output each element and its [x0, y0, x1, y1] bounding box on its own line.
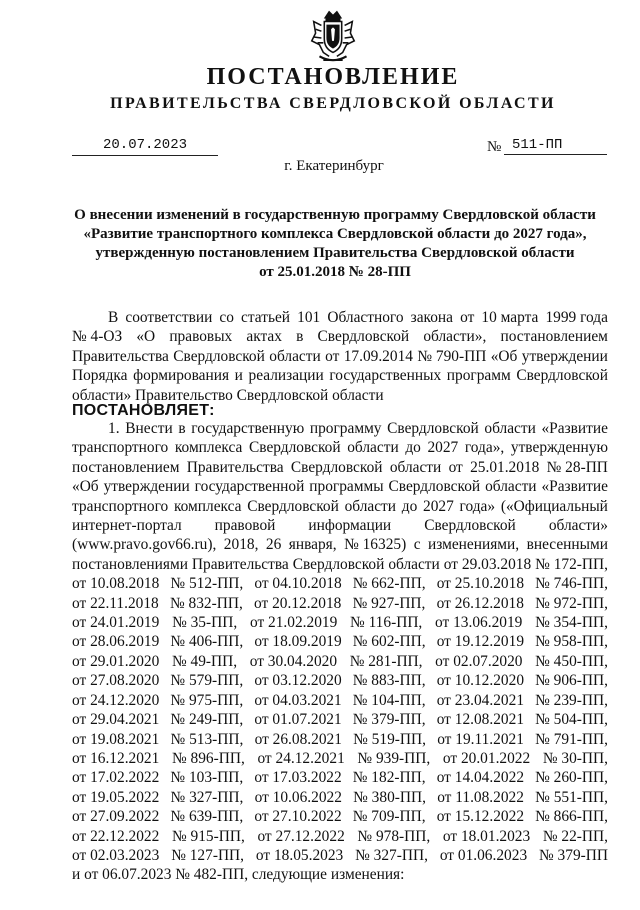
text-word: от 20.01.2022 — [442, 749, 531, 767]
text-word: в — [178, 420, 186, 437]
text-word: от 21.02.2019 — [249, 614, 338, 632]
text-line — [72, 613, 608, 632]
text-word: закона — [410, 309, 453, 326]
text-line — [72, 594, 608, 613]
text-word: № 927-ПП, — [352, 594, 426, 612]
text-word: «Развитие — [541, 420, 608, 437]
text-word: Внести — [125, 420, 173, 437]
text-word: с — [413, 536, 421, 554]
text-word: № 281-ПП, — [349, 652, 423, 670]
text-word: от — [448, 458, 463, 476]
text-word: от 16.12.2021 — [72, 749, 160, 767]
text-line — [72, 768, 608, 787]
text-word: 2027 — [423, 497, 454, 515]
text-word: от 02.07.2020 — [435, 652, 523, 670]
text-word: № 260-ПП, — [535, 769, 608, 787]
text-word: № 172-ПП, — [535, 555, 608, 573]
text-word: правовой — [214, 517, 276, 535]
text-word: государственных — [329, 367, 442, 385]
text-word: «О — [136, 328, 156, 346]
text-word: № 327-ПП, — [170, 788, 244, 806]
text-word: Свердловской — [388, 478, 481, 496]
text-word: № 602-ПП, — [352, 633, 426, 651]
text-word: «Об — [490, 347, 518, 365]
text-word: от 27.08.2020 — [72, 672, 160, 690]
text-word: № 16325) — [344, 536, 407, 554]
text-line — [72, 865, 608, 884]
text-word: транспортного — [72, 497, 169, 515]
text-word: № 406-ПП, — [170, 633, 244, 651]
text-word: от 13.06.2019 — [435, 614, 523, 632]
text-word: № 127-ПП, — [171, 846, 245, 864]
text-word: области — [484, 420, 536, 437]
text-word: от 27.10.2022 — [254, 808, 342, 826]
heading-line: утвержденную постановлением Правительства Свердловской области — [95, 245, 575, 261]
text-word: от 22.11.2018 — [72, 594, 159, 612]
text-word: статьей — [241, 309, 291, 326]
text-word: и — [234, 367, 243, 385]
text-word: от 28.06.2019 — [72, 633, 160, 651]
text-word: постановлениями — [72, 555, 188, 573]
number-label: № — [487, 139, 502, 155]
text-word: Свердловской — [292, 555, 385, 573]
text-word: от 19.12.2019 — [436, 633, 525, 651]
text-word: года» — [459, 497, 496, 515]
text-line — [72, 497, 608, 516]
text-word: № 512-ПП, — [170, 575, 244, 593]
text-word: № 380-ПП, — [353, 788, 426, 806]
text-word: от 11.08.2022 — [437, 788, 524, 806]
text-word: от 17.02.2022 — [72, 769, 160, 787]
text-line — [72, 419, 608, 438]
text-word: от 04.10.2018 — [254, 575, 342, 593]
text-word: Областного — [327, 309, 404, 326]
text-word: № 28-ПП — [546, 458, 608, 476]
text-word: от 19.05.2022 — [72, 788, 160, 806]
heading-line: от 25.01.2018 № 28-ПП — [259, 264, 411, 280]
text-line — [72, 438, 608, 457]
text-word: (www.pravo.gov66.ru), — [72, 536, 217, 554]
text-word: от 14.04.2022 — [436, 769, 525, 787]
text-word: информации — [308, 517, 392, 535]
text-line — [72, 827, 608, 846]
text-word: формирования — [133, 367, 230, 385]
text-word: 1999 года — [545, 309, 608, 326]
text-word: от 26.12.2018 — [436, 594, 524, 612]
text-word: правовых — [169, 328, 233, 346]
text-line — [72, 710, 608, 729]
text-word: № 662-ПП, — [352, 575, 426, 593]
text-word: января, — [288, 536, 337, 554]
text-word: от 22.12.2022 — [72, 827, 160, 845]
text-line — [72, 308, 608, 327]
text-word: № 551-ПП, — [535, 788, 608, 806]
text-line — [72, 366, 608, 385]
text-word: Свердловской — [424, 517, 516, 535]
preamble-paragraph — [72, 308, 608, 405]
text-word: от 18.09.2019 — [254, 633, 342, 651]
text-word: от 27.12.2022 — [257, 827, 345, 845]
text-word: от 30.04.2020 — [249, 652, 338, 670]
text-line — [72, 807, 608, 826]
text-word: от 24.12.2020 — [72, 691, 160, 709]
text-word: области — [388, 555, 440, 573]
text-line — [72, 516, 608, 535]
text-word: от 02.03.2023 — [72, 846, 160, 864]
text-word: № 579-ПП, — [170, 672, 244, 690]
document-heading — [60, 206, 610, 282]
text-word: № 746-ПП, — [535, 575, 608, 593]
text-word: утверждении — [521, 347, 608, 365]
text-word: до — [405, 439, 421, 457]
text-word: постановлением — [72, 458, 180, 476]
text-line — [72, 535, 608, 554]
text-word: «Об — [72, 478, 99, 496]
text-word: № 906-ПП, — [535, 672, 608, 690]
text-word: 101 — [297, 309, 321, 326]
text-line — [72, 730, 608, 749]
text-word: № 791-ПП, — [535, 730, 608, 748]
text-word: внесенными — [526, 536, 608, 554]
text-word: Свердловской — [247, 497, 339, 515]
text-line — [72, 749, 608, 768]
text-word: № 896-ПП, — [171, 749, 245, 767]
text-word: от 17.03.2022 — [254, 769, 342, 787]
text-word: № 116-ПП, — [350, 614, 423, 632]
text-word: государственной — [194, 478, 305, 496]
text-word: № 239-ПП, — [535, 691, 608, 709]
text-word: года», — [464, 439, 505, 457]
text-word: интернет-портал — [72, 517, 182, 535]
text-word: от 19.08.2021 — [72, 730, 160, 748]
text-word: от 25.10.2018 — [436, 575, 525, 593]
text-word: № 30-ПП, — [542, 749, 608, 767]
text-word: и от 06.07.2023 № 482-ПП, следующие изменения: — [72, 866, 405, 884]
text-line — [72, 574, 608, 593]
text-word: от 04.03.2021 — [254, 691, 342, 709]
text-word: области — [389, 458, 442, 476]
text-word: со — [219, 309, 234, 326]
text-word: изменениями, — [428, 536, 520, 554]
text-word: № 249-ПП, — [170, 711, 244, 729]
text-word: области — [344, 497, 397, 515]
text-word: № 915-ПП, — [171, 827, 245, 845]
text-word: Свердловской — [317, 328, 410, 346]
text-word: № 4-ОЗ — [72, 328, 123, 346]
heading-line: «Развитие транспортного комплекса Свердловской области до 2027 года», — [83, 226, 587, 242]
text-line — [72, 671, 608, 690]
text-word: Правительства — [191, 555, 289, 573]
text-word: 17.09.2014 — [343, 347, 413, 365]
text-word: до — [401, 497, 418, 515]
coat-of-arms-icon — [304, 8, 362, 66]
text-word: от 10.12.2020 — [436, 672, 525, 690]
text-word: от 12.08.2021 — [436, 711, 525, 729]
text-word: № 379-ПП, — [352, 711, 426, 729]
text-word: Свердловской — [516, 367, 608, 385]
text-word: В — [108, 309, 119, 326]
text-word: от 29.01.2020 — [72, 652, 160, 670]
text-word: от 26.08.2021 — [254, 730, 342, 748]
text-word: № 327-ПП, — [355, 846, 428, 864]
text-word: № 513-ПП, — [170, 730, 244, 748]
text-line — [72, 477, 608, 496]
text-word: области — [269, 347, 321, 365]
text-word: комплекса — [174, 439, 243, 457]
text-word: Порядка — [72, 367, 128, 385]
text-word: от 15.12.2022 — [436, 808, 525, 826]
text-word: от 27.09.2022 — [72, 808, 160, 826]
text-word: от 24.01.2019 — [72, 614, 160, 632]
text-word: транспортного — [72, 439, 169, 457]
text-word: от 03.12.2020 — [254, 672, 342, 690]
text-word: области — [347, 439, 399, 457]
heading-line: О внесении изменений в государственную программу Свердловской области — [74, 207, 596, 223]
text-word: № 49-ПП, — [171, 652, 238, 670]
text-word: в — [296, 328, 304, 346]
text-word: № 883-ПП, — [352, 672, 426, 690]
text-word: № 504-ПП, — [535, 711, 608, 729]
text-line — [72, 555, 608, 574]
text-word: от 01.07.2021 — [254, 711, 342, 729]
text-word: № 639-ПП, — [170, 808, 244, 826]
text-word: программы — [309, 478, 384, 496]
text-line — [72, 846, 608, 865]
text-word: от 23.04.2021 — [436, 691, 525, 709]
text-word: № 978-ПП, — [357, 827, 431, 845]
text-word: № 379-ПП — [539, 846, 608, 864]
text-word: Свердловской — [249, 439, 341, 457]
text-word: от 18.01.2023 — [442, 827, 531, 845]
text-word: области» — [548, 517, 608, 535]
text-word: № 354-ПП, — [535, 614, 608, 632]
text-word: от 29.04.2021 — [72, 711, 160, 729]
text-word: № 866-ПП, — [535, 808, 608, 826]
text-word: области», — [423, 328, 487, 346]
text-word: области» Правительство Свердловской области — [72, 386, 384, 404]
text-word: «Развитие — [541, 478, 608, 496]
text-line — [72, 788, 608, 807]
text-word: Свердловской — [290, 458, 383, 476]
text-word: от — [460, 309, 475, 326]
text-word: государственную — [191, 420, 305, 437]
text-word: № 519-ПП, — [353, 730, 426, 748]
text-word: № 35-ПП, — [172, 614, 238, 632]
text-word: от — [443, 555, 458, 573]
text-word: Свердловской — [173, 347, 265, 365]
text-word: № 939-ПП, — [357, 749, 431, 767]
text-word: Свердловской — [387, 420, 479, 437]
document-date: 20.07.2023 — [72, 136, 218, 156]
text-line — [72, 632, 608, 651]
text-word: № 104-ПП, — [352, 691, 426, 709]
text-line — [72, 652, 608, 671]
text-word: 25.01.2018 — [470, 458, 540, 476]
text-word: № 958-ПП, — [535, 633, 608, 651]
text-line — [72, 327, 608, 346]
text-word: № 709-ПП, — [352, 808, 426, 826]
text-line — [72, 347, 608, 366]
text-word: № 103-ПП, — [170, 769, 244, 787]
document-subtitle: ПРАВИТЕЛЬСТВА СВЕРДЛОВСКОЙ ОБЛАСТИ — [110, 95, 556, 112]
resolves-heading: ПОСТАНОВЛЯЕТ: — [72, 402, 215, 419]
city: г. Екатеринбург — [284, 158, 384, 174]
text-word: от 10.08.2018 — [72, 575, 160, 593]
text-word: от 19.11.2021 — [437, 730, 524, 748]
text-word: Правительства — [186, 458, 284, 476]
document-number: 511-ПП — [504, 136, 607, 155]
text-word: Правительства — [72, 347, 169, 365]
text-word: области — [485, 478, 537, 496]
item-1-paragraph — [72, 419, 608, 885]
text-word: программ — [446, 367, 511, 385]
text-word: соответствии — [125, 309, 213, 326]
text-word: от 01.06.2023 — [439, 846, 528, 864]
text-word: комплекса — [173, 497, 242, 515]
text-word: № 22-ПП, — [542, 827, 608, 845]
text-word: № 975-ПП, — [170, 691, 244, 709]
text-word: постановлением — [500, 328, 608, 346]
text-word: № 832-ПП, — [169, 594, 243, 612]
text-word: № 790-ПП — [417, 347, 487, 365]
text-word: от 10.06.2022 — [254, 788, 342, 806]
text-word: 2018, — [223, 536, 259, 554]
text-word: от 18.05.2023 — [255, 846, 344, 864]
text-word: от 20.12.2018 — [254, 594, 342, 612]
text-word: 10 марта — [481, 309, 539, 326]
text-word: актах — [246, 328, 282, 346]
text-word: 2027 — [427, 439, 459, 457]
text-word: утверждении — [103, 478, 190, 496]
text-word: («Официальный — [500, 497, 608, 515]
text-word: от — [325, 347, 340, 365]
text-word: 1. — [108, 420, 120, 437]
text-word: реализации — [248, 367, 324, 385]
text-word: № 182-ПП, — [352, 769, 426, 787]
text-word: 26 — [265, 536, 282, 554]
text-word: № 450-ПП, — [535, 652, 608, 670]
text-line — [72, 458, 608, 477]
text-word: от 24.12.2021 — [257, 749, 345, 767]
text-line — [72, 691, 608, 710]
text-word: программу — [309, 420, 382, 437]
document-title: ПОСТАНОВЛЕНИЕ — [206, 64, 460, 90]
text-word: 29.03.2018 — [461, 555, 532, 573]
text-word: № 972-ПП, — [535, 594, 608, 612]
text-word: утвержденную — [510, 439, 608, 457]
